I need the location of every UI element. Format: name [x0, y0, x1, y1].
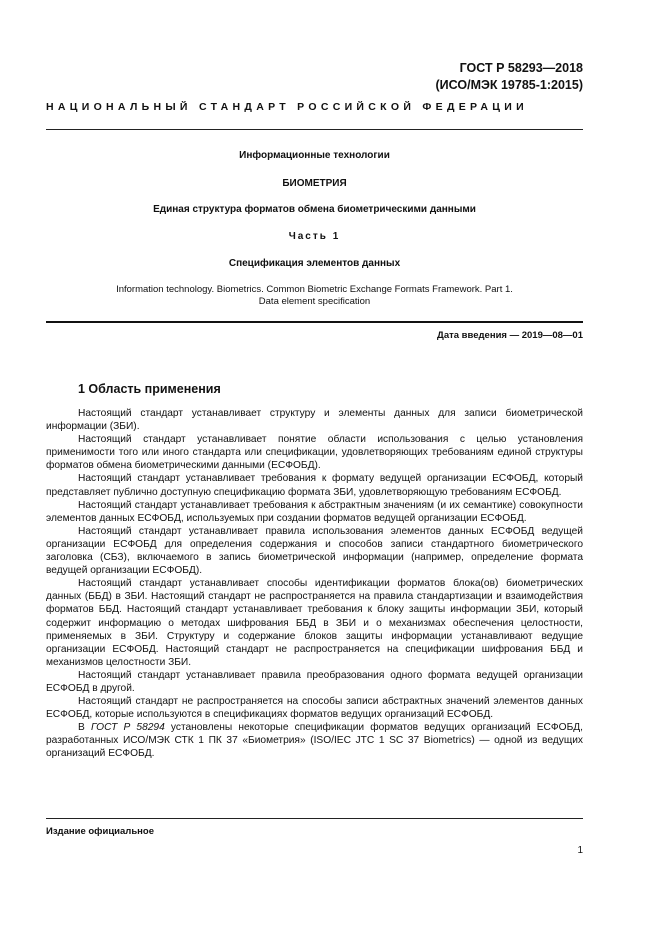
paragraph: Настоящий стандарт устанавливает требования к абстрактным значениям (и их семантике) совокупности элементов данных ЕСФОБД, используемых при создании форматов ведущей организации ЕСФОБД. [46, 499, 583, 524]
paragraph: Настоящий стандарт устанавливает правила преобразования одного формата ведущей организации ЕСФОБД в другой. [46, 669, 583, 694]
title-subject: Единая структура форматов обмена биометрическими данными [153, 204, 476, 215]
paragraph-prefix: В [78, 722, 91, 734]
standard-number: ГОСТ Р 58293—2018 [459, 61, 583, 75]
english-title-line1: Information technology. Biometrics. Common Biometric Exchange Formats Framework. Part 1. [116, 284, 513, 295]
introduction-date: Дата введения — 2019—08—01 [437, 330, 583, 341]
title-divider [46, 321, 583, 323]
paragraph-last [46, 721, 583, 760]
section-body [46, 407, 583, 761]
paragraph: Настоящий стандарт не распространяется на способы записи абстрактных значений элементов данных ЕСФОБД, которые используются в спецификациях форматов ведущих организаций ЕСФОБД. [46, 696, 583, 721]
section-heading: 1 Область применения [78, 382, 221, 396]
english-title-line2: Data element specification [258, 296, 371, 307]
title-topic: Информационные технологии [239, 150, 390, 161]
standard-reference: ГОСТ Р 58294 [90, 722, 165, 734]
paragraph-rest: установлены некоторые спецификации форматов ведущих организаций ЕСФОБД, разработанных ИСО/МЭК СТК 1 ПК 37 «Биометрия» (ISO/IEC JTC 1 SC 37 Biometrics) — одной из ведущих организаций ЕСФОБД. [46, 722, 583, 760]
paragraph: Настоящий стандарт устанавливает способы идентификации форматов блока(ов) биометрических данных (ББД) в ЗБИ. Настоящий стандарт не распространяется на правила стандартизации и взаимодействия форматов ББД. Настоящий стандарт устанавливает требования к блоку защиты информации ЗБИ, который содержит информацию о методах шифрования ББД в ЗБИ и о механизмах обеспечения целостности, применяемых в ЗБИ. Структуру и содержание блоков защиты информации устанавливают ведущие организации ЕСФОБД. Настоящий стандарт не распространяется на спецификации шифрования ББД и механизмов целостности ЗБИ. [46, 578, 583, 668]
iso-reference: (ИСО/МЭК 19785-1:2015) [435, 78, 583, 92]
paragraph: Настоящий стандарт устанавливает правила использования элементов данных ЕСФОБД ведущей организации ЕСФОБД для определения содержания и способов записи стандартного биометрического заголовка (СБЗ), включаемого в запись биометрической информации (например, определение формата ведущей организации ЕСФОБД). [46, 525, 583, 577]
paragraph: Настоящий стандарт устанавливает структуру и элементы данных для записи биометрической информации (ЗБИ). [46, 408, 583, 433]
national-standard-banner: НАЦИОНАЛЬНЫЙ СТАНДАРТ РОССИЙСКОЙ ФЕДЕРАЦИИ [46, 101, 528, 113]
page-number: 1 [577, 845, 583, 856]
title-part: Часть 1 [288, 231, 341, 242]
paragraph: Настоящий стандарт устанавливает понятие области использования с целью установления применимости того или иного стандарта или спецификации, удовлетворяющих требованиям единой структуры форматов обмена биометрическими данными (ЕСФОБД). [46, 434, 583, 472]
document-code [436, 60, 583, 94]
edition-note: Издание официальное [46, 826, 154, 837]
paragraph: Настоящий стандарт устанавливает требования к формату ведущей организации ЕСФОБД, который представляет публично доступную спецификацию формата ЗБИ, удовлетворяющую требованиям ЕСФОБД. [46, 473, 583, 498]
header-divider [46, 129, 583, 130]
title-main: БИОМЕТРИЯ [282, 178, 347, 189]
footer-divider [46, 818, 583, 819]
english-title [46, 284, 583, 308]
title-part-name: Спецификация элементов данных [228, 258, 401, 269]
